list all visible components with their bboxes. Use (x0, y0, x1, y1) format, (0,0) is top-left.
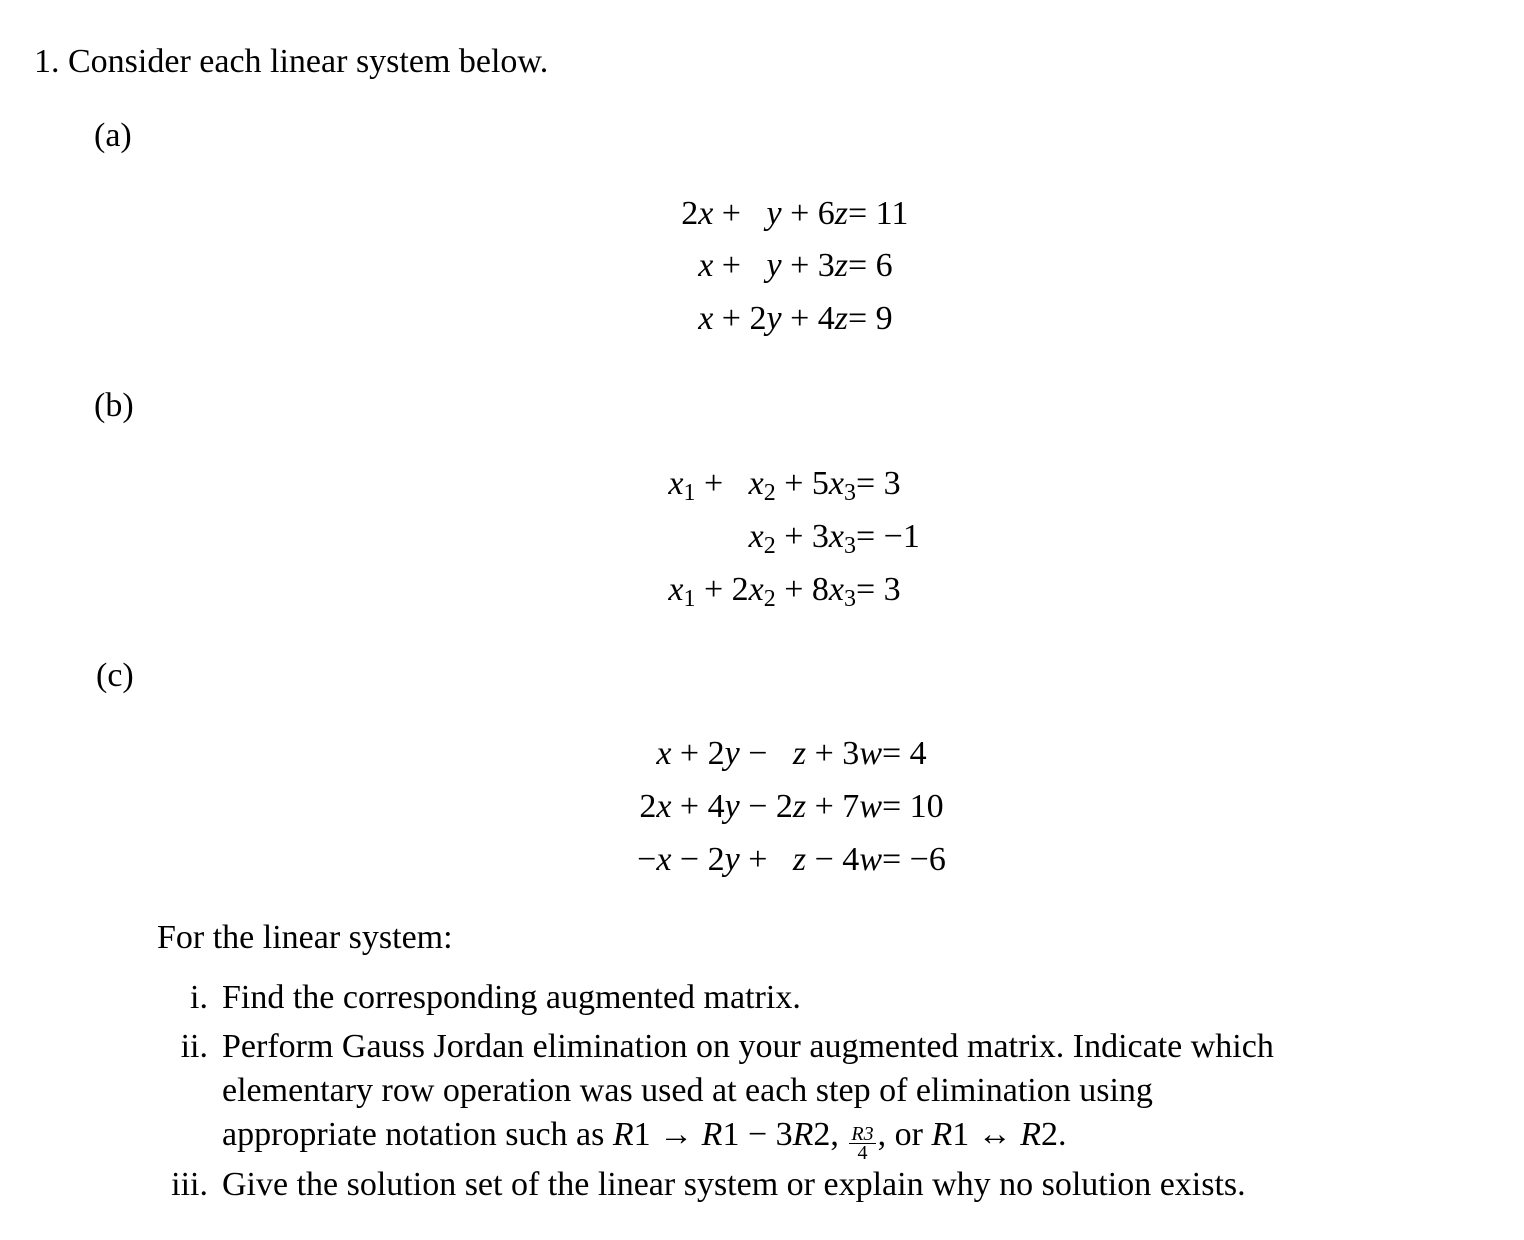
equation-rhs: = 6 (848, 247, 893, 284)
equation-rhs: = 3 (856, 571, 901, 608)
equation-lhs: x + 2y − z + 3w (656, 735, 882, 772)
item-text: appropriate notation such as R1 → R1 − 3R2, $\frac{R3}{4}$ , or R1 ↔ R2. (222, 1116, 1067, 1164)
instructions-heading: For the linear system: (157, 919, 453, 956)
item-marker: iii. (171, 1166, 208, 1203)
item-marker: ii. (180, 1028, 208, 1065)
fraction-r3-over-4: $\frac{R3}{4}$ (851, 1123, 874, 1164)
equation-rhs: = 11 (848, 195, 909, 232)
problem-header (34, 42, 548, 82)
equation-lhs: $x_2 + 3x_3$ (748, 518, 856, 559)
equation-rhs: = 10 (882, 788, 944, 825)
problem-number: 1. (34, 43, 60, 80)
equation-lhs: −x − 2y + z − 4w (637, 841, 882, 878)
part-c-label: (c) (96, 657, 134, 694)
item-text: elementary row operation was used at each step of elimination using (222, 1072, 1153, 1109)
part-a-label: (a) (94, 117, 132, 154)
equation-lhs: $x_1 + x_2 + 5x_3$ (668, 465, 856, 506)
equation-lhs: 2x + 4y − 2z + 7w (639, 788, 882, 825)
item-text: Find the corresponding augmented matrix. (222, 979, 801, 1016)
part-b-label: (b) (94, 387, 134, 424)
item-marker: i. (190, 979, 208, 1016)
equation-lhs: $x_1 + 2x_2 + 8x_3$ (668, 571, 856, 612)
equation-lhs: 2x + y + 6z (681, 195, 848, 232)
equation-rhs: = 4 (882, 735, 927, 772)
item-text: Perform Gauss Jordan elimination on your augmented matrix. Indicate which (222, 1028, 1274, 1065)
equation-lhs: x + 2y + 4z (698, 300, 848, 337)
equation-rhs: = 9 (848, 300, 893, 337)
equation-rhs: = −1 (856, 518, 920, 555)
problem-intro: Consider each linear system below. (68, 43, 549, 80)
equation-rhs: = −6 (882, 841, 946, 878)
equation-lhs: x + y + 3z (698, 247, 848, 284)
equation-rhs: = 3 (856, 465, 901, 502)
item-text: Give the solution set of the linear system or explain why no solution exists. (222, 1166, 1246, 1203)
